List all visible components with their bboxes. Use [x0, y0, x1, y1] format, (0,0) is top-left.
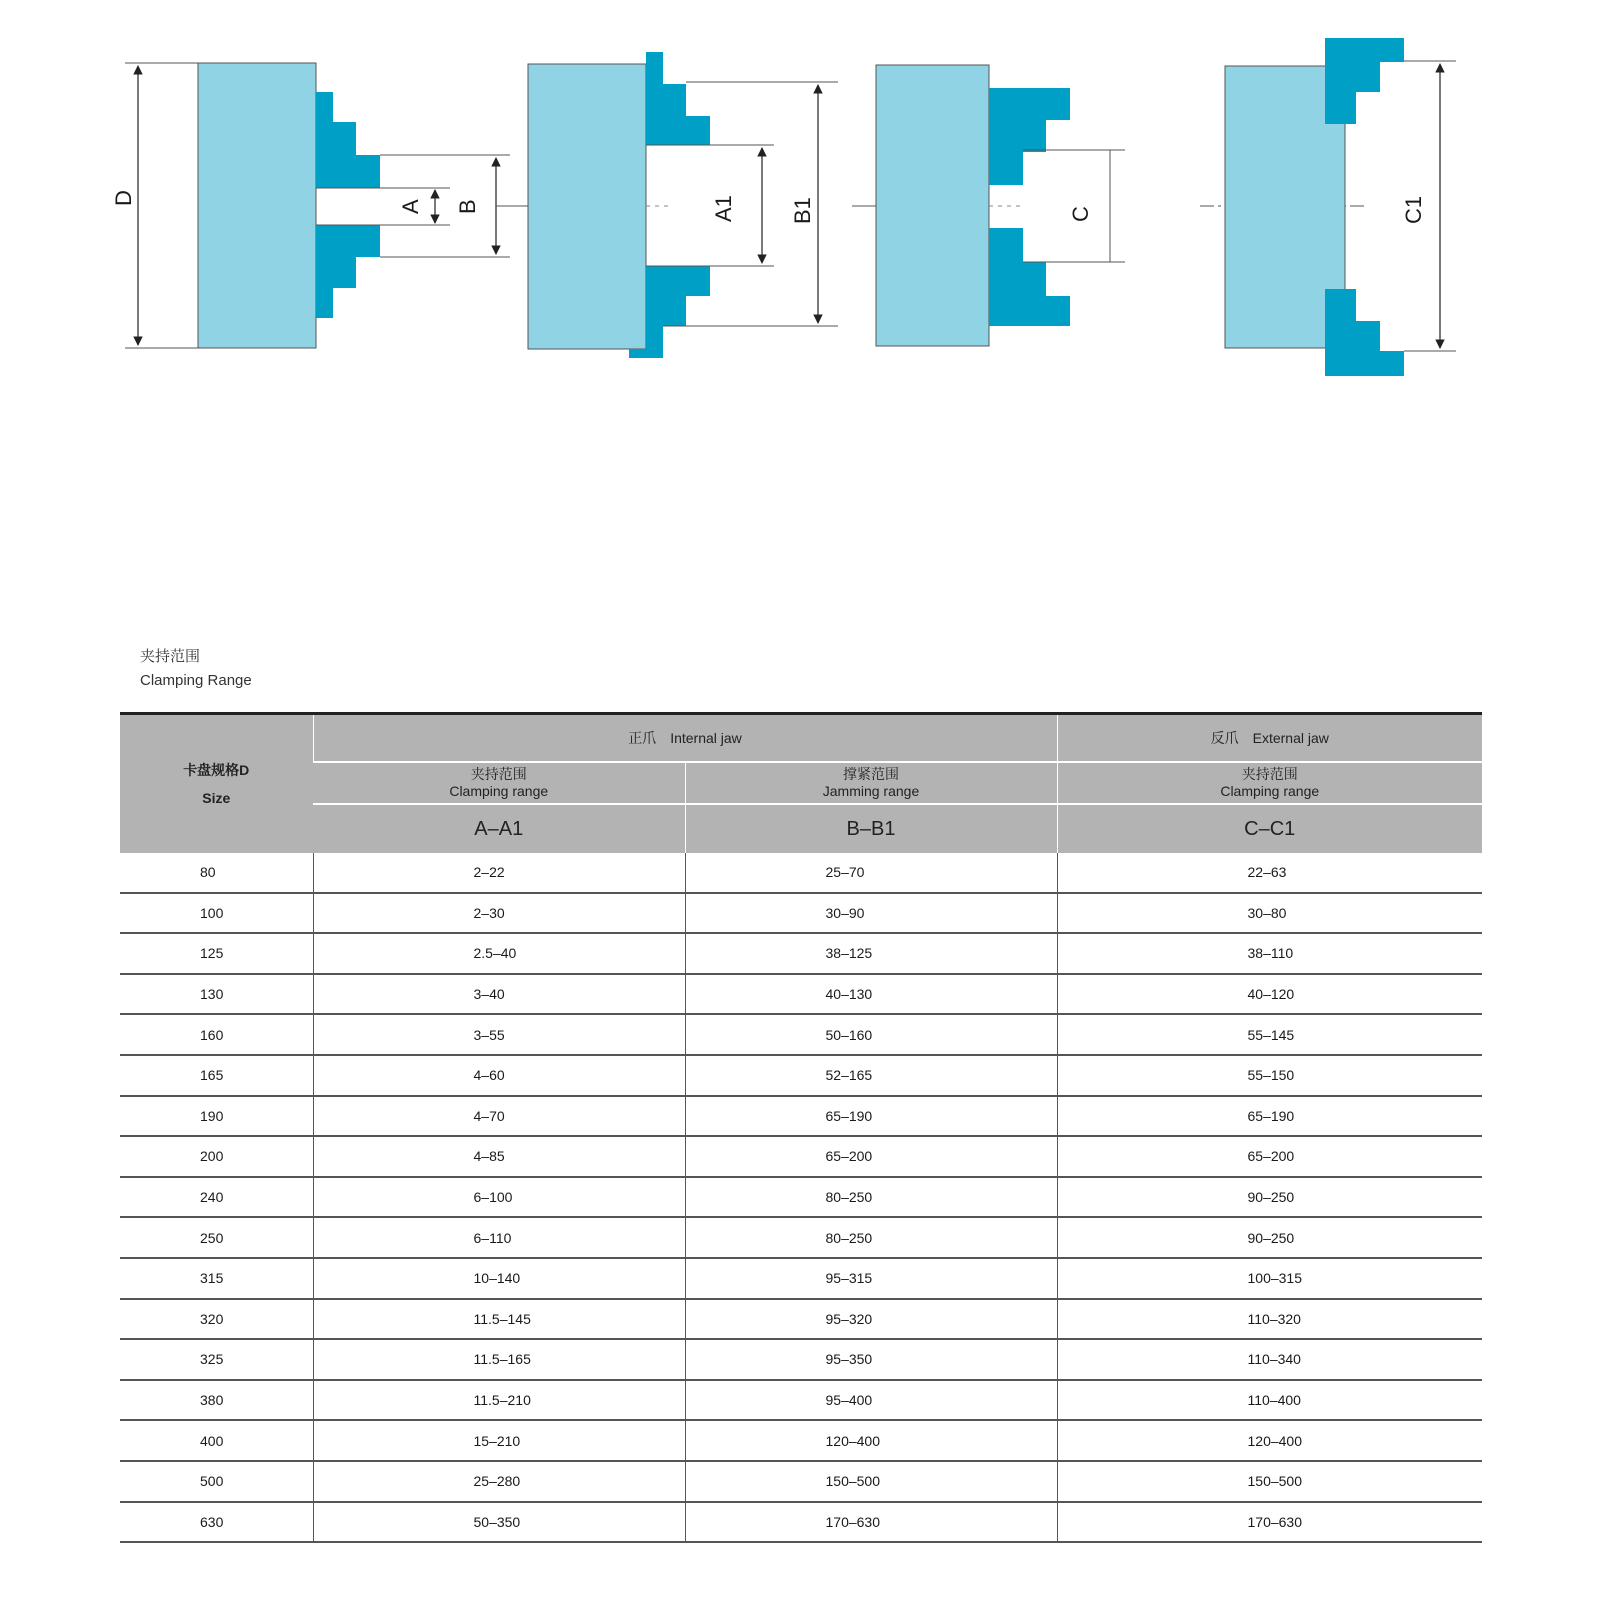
table-row	[120, 974, 1482, 1015]
table-row	[120, 1055, 1482, 1096]
cell-c-c1: 170–630	[1057, 1502, 1482, 1543]
cell-a-a1: 10–140	[313, 1258, 685, 1299]
chuck-body	[198, 63, 316, 348]
lower-jaw	[316, 225, 380, 318]
cell-b-b1: 80–250	[685, 1217, 1057, 1258]
cell-size: 400	[120, 1420, 313, 1461]
cell-size: 100	[120, 893, 313, 934]
cell-a-a1: 6–110	[313, 1217, 685, 1258]
cell-b-b1: 40–130	[685, 974, 1057, 1015]
cell-size: 160	[120, 1014, 313, 1055]
cell-a-a1: 2.5–40	[313, 933, 685, 974]
cell-a-a1: 4–70	[313, 1096, 685, 1137]
subheader-jamming-cn: 撑紧范围	[843, 766, 899, 782]
upper-jaw	[316, 92, 380, 188]
cell-a-a1: 11.5–165	[313, 1339, 685, 1380]
title-en: Clamping Range	[140, 672, 252, 689]
cell-a-a1: 11.5–145	[313, 1299, 685, 1340]
table-row	[120, 933, 1482, 974]
cell-c-c1: 38–110	[1057, 933, 1482, 974]
size-header-cn: 卡盘规格D	[183, 762, 250, 778]
cell-size: 500	[120, 1461, 313, 1502]
cell-a-a1: 6–100	[313, 1177, 685, 1218]
cell-size: 630	[120, 1502, 313, 1543]
label-D: D	[111, 190, 136, 206]
cell-c-c1: 90–250	[1057, 1177, 1482, 1218]
cell-b-b1: 150–500	[685, 1461, 1057, 1502]
cell-b-b1: 95–350	[685, 1339, 1057, 1380]
lower-jaw	[989, 228, 1070, 326]
subheader-jamming	[685, 762, 1057, 804]
cell-c-c1: 40–120	[1057, 974, 1482, 1015]
cell-c-c1: 65–190	[1057, 1096, 1482, 1137]
chuck-jaw-diagram	[0, 0, 1600, 420]
cell-b-b1: 38–125	[685, 933, 1057, 974]
cell-size: 240	[120, 1177, 313, 1218]
subheader-jamming-en: Jamming range	[822, 783, 920, 799]
cell-c-c1: 100–315	[1057, 1258, 1482, 1299]
label-A: A	[398, 199, 423, 214]
chuck-body	[528, 64, 646, 349]
cell-b-b1: 80–250	[685, 1177, 1057, 1218]
cell-a-a1: 2–22	[313, 853, 685, 893]
subheader-clamping-external-en: Clamping range	[1220, 783, 1320, 799]
table-row	[120, 1461, 1482, 1502]
external-jaw-header: 反爪 External jaw	[1057, 714, 1482, 763]
table-row	[120, 1339, 1482, 1380]
internal-jaw-header: 正爪 Internal jaw	[313, 714, 1057, 763]
size-header	[120, 714, 313, 854]
figure-external-clamping	[852, 65, 1125, 346]
cell-c-c1: 22–63	[1057, 853, 1482, 893]
cell-size: 130	[120, 974, 313, 1015]
cell-size: 125	[120, 933, 313, 974]
subheader-clamping-external	[1057, 762, 1482, 804]
subheader-clamping	[313, 762, 685, 804]
cell-a-a1: 11.5–210	[313, 1380, 685, 1421]
cell-a-a1: 3–40	[313, 974, 685, 1015]
cell-size: 325	[120, 1339, 313, 1380]
cell-b-b1: 30–90	[685, 893, 1057, 934]
cell-size: 320	[120, 1299, 313, 1340]
table-body	[120, 853, 1482, 1542]
label-B: B	[455, 199, 480, 214]
cell-a-a1: 2–30	[313, 893, 685, 934]
lower-jaw	[1325, 289, 1404, 376]
cell-c-c1: 110–400	[1057, 1380, 1482, 1421]
cell-size: 200	[120, 1136, 313, 1177]
cell-b-b1: 95–400	[685, 1380, 1057, 1421]
title-cn: 夹持范围	[140, 648, 201, 665]
cell-a-a1: 3–55	[313, 1014, 685, 1055]
cell-size: 250	[120, 1217, 313, 1258]
col-header-a-a1: A–A1	[313, 804, 685, 853]
cell-c-c1: 55–145	[1057, 1014, 1482, 1055]
label-C1: C1	[1401, 195, 1426, 224]
subheader-clamping-cn: 夹持范围	[470, 766, 527, 782]
cell-c-c1: 110–340	[1057, 1339, 1482, 1380]
cell-b-b1: 95–315	[685, 1258, 1057, 1299]
cell-b-b1: 50–160	[685, 1014, 1057, 1055]
col-header-b-b1: B–B1	[685, 804, 1057, 853]
cell-size: 165	[120, 1055, 313, 1096]
cell-c-c1: 30–80	[1057, 893, 1482, 934]
figure-external-c1	[1200, 38, 1456, 376]
cell-b-b1: 65–200	[685, 1136, 1057, 1177]
col-header-c-c1: C–C1	[1057, 804, 1482, 853]
subheader-clamping-external-cn: 夹持范围	[1241, 766, 1298, 782]
table-row	[120, 1096, 1482, 1137]
cell-a-a1: 4–60	[313, 1055, 685, 1096]
cell-b-b1: 52–165	[685, 1055, 1057, 1096]
cell-b-b1: 170–630	[685, 1502, 1057, 1543]
table-row	[120, 1299, 1482, 1340]
cell-c-c1: 90–250	[1057, 1217, 1482, 1258]
upper-jaw	[1325, 38, 1404, 124]
cell-a-a1: 15–210	[313, 1420, 685, 1461]
cell-size: 315	[120, 1258, 313, 1299]
cell-a-a1: 4–85	[313, 1136, 685, 1177]
figure-internal-clamping	[111, 63, 528, 348]
label-C: C	[1068, 206, 1093, 222]
figure-internal-jamming	[528, 52, 838, 358]
size-header-en: Size	[202, 790, 231, 806]
table-row	[120, 1258, 1482, 1299]
cell-c-c1: 120–400	[1057, 1420, 1482, 1461]
cell-a-a1: 25–280	[313, 1461, 685, 1502]
table-row	[120, 1217, 1482, 1258]
cell-c-c1: 65–200	[1057, 1136, 1482, 1177]
cell-c-c1: 110–320	[1057, 1299, 1482, 1340]
table-row	[120, 1177, 1482, 1218]
cell-b-b1: 120–400	[685, 1420, 1057, 1461]
subheader-clamping-en: Clamping range	[449, 783, 549, 799]
cell-a-a1: 50–350	[313, 1502, 685, 1543]
cell-b-b1: 95–320	[685, 1299, 1057, 1340]
upper-jaw	[646, 52, 710, 145]
upper-jaw	[989, 88, 1070, 185]
table-row	[120, 1380, 1482, 1421]
cell-size: 380	[120, 1380, 313, 1421]
cell-size: 190	[120, 1096, 313, 1137]
label-B1: B1	[790, 197, 815, 224]
chuck-body	[876, 65, 989, 346]
table-row	[120, 1420, 1482, 1461]
clamping-range-table	[120, 712, 1482, 1543]
cell-b-b1: 65–190	[685, 1096, 1057, 1137]
table-row	[120, 853, 1482, 893]
cell-size: 80	[120, 853, 313, 893]
table-row	[120, 1502, 1482, 1543]
table-row	[120, 1136, 1482, 1177]
label-A1: A1	[711, 195, 736, 222]
cell-c-c1: 55–150	[1057, 1055, 1482, 1096]
table-row	[120, 1014, 1482, 1055]
section-title	[140, 645, 252, 693]
cell-c-c1: 150–500	[1057, 1461, 1482, 1502]
table-row	[120, 893, 1482, 934]
cell-b-b1: 25–70	[685, 853, 1057, 893]
